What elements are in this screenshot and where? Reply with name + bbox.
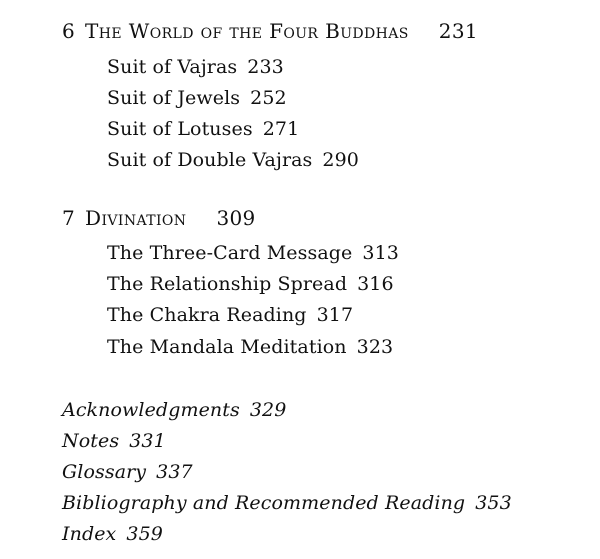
section-title: The Chakra Reading: [107, 304, 307, 326]
back-matter-entry: [62, 523, 163, 545]
section-entry: [107, 242, 399, 264]
section-entry: [107, 56, 284, 78]
back-matter-entry: [62, 492, 512, 514]
page-number: 323: [356, 336, 394, 358]
section-title: The Relationship Spread: [107, 273, 348, 295]
page-number: 313: [362, 242, 399, 264]
page-number: 231: [438, 19, 478, 43]
chapter-number: 6: [62, 19, 76, 43]
back-matter-title: Acknowledgments: [62, 399, 240, 421]
section-entry: [107, 304, 353, 326]
back-matter-entry: [62, 430, 166, 452]
chapter-6-heading: [62, 19, 478, 43]
page-number: 353: [475, 492, 512, 514]
back-matter-entry: [62, 399, 286, 421]
page-number: 359: [126, 523, 163, 545]
page-number: 331: [129, 430, 166, 452]
chapter-7-heading: [62, 206, 256, 230]
back-matter-title: Index: [62, 523, 117, 545]
section-entry: [107, 336, 393, 358]
section-title: Suit of Vajras: [107, 56, 238, 78]
back-matter-title: Glossary: [62, 461, 147, 483]
back-matter-title: Notes: [62, 430, 120, 452]
section-title: Suit of Double Vajras: [107, 149, 313, 171]
chapter-title: Divination: [85, 206, 187, 230]
section-title: Suit of Jewels: [107, 87, 241, 109]
page-number: 337: [156, 461, 193, 483]
back-matter-title: Bibliography and Recommended Reading: [62, 492, 466, 514]
section-entry: [107, 87, 287, 109]
section-entry: [107, 273, 394, 295]
page-number: 317: [316, 304, 354, 326]
chapter-number: 7: [62, 206, 76, 230]
page-number: 271: [262, 118, 300, 140]
page-number: 290: [322, 149, 359, 171]
back-matter-entry: [62, 461, 193, 483]
page-number: 252: [250, 87, 287, 109]
section-entry: [107, 149, 359, 171]
chapter-title: The World of the Four Buddhas: [85, 19, 409, 43]
section-title: The Mandala Meditation: [107, 336, 347, 358]
page-number: 316: [357, 273, 394, 295]
section-title: The Three-Card Message: [107, 242, 353, 264]
page-number: 233: [247, 56, 284, 78]
section-entry: [107, 118, 299, 140]
section-title: Suit of Lotuses: [107, 118, 253, 140]
page-number: 309: [216, 206, 256, 230]
page-number: 329: [249, 399, 287, 421]
